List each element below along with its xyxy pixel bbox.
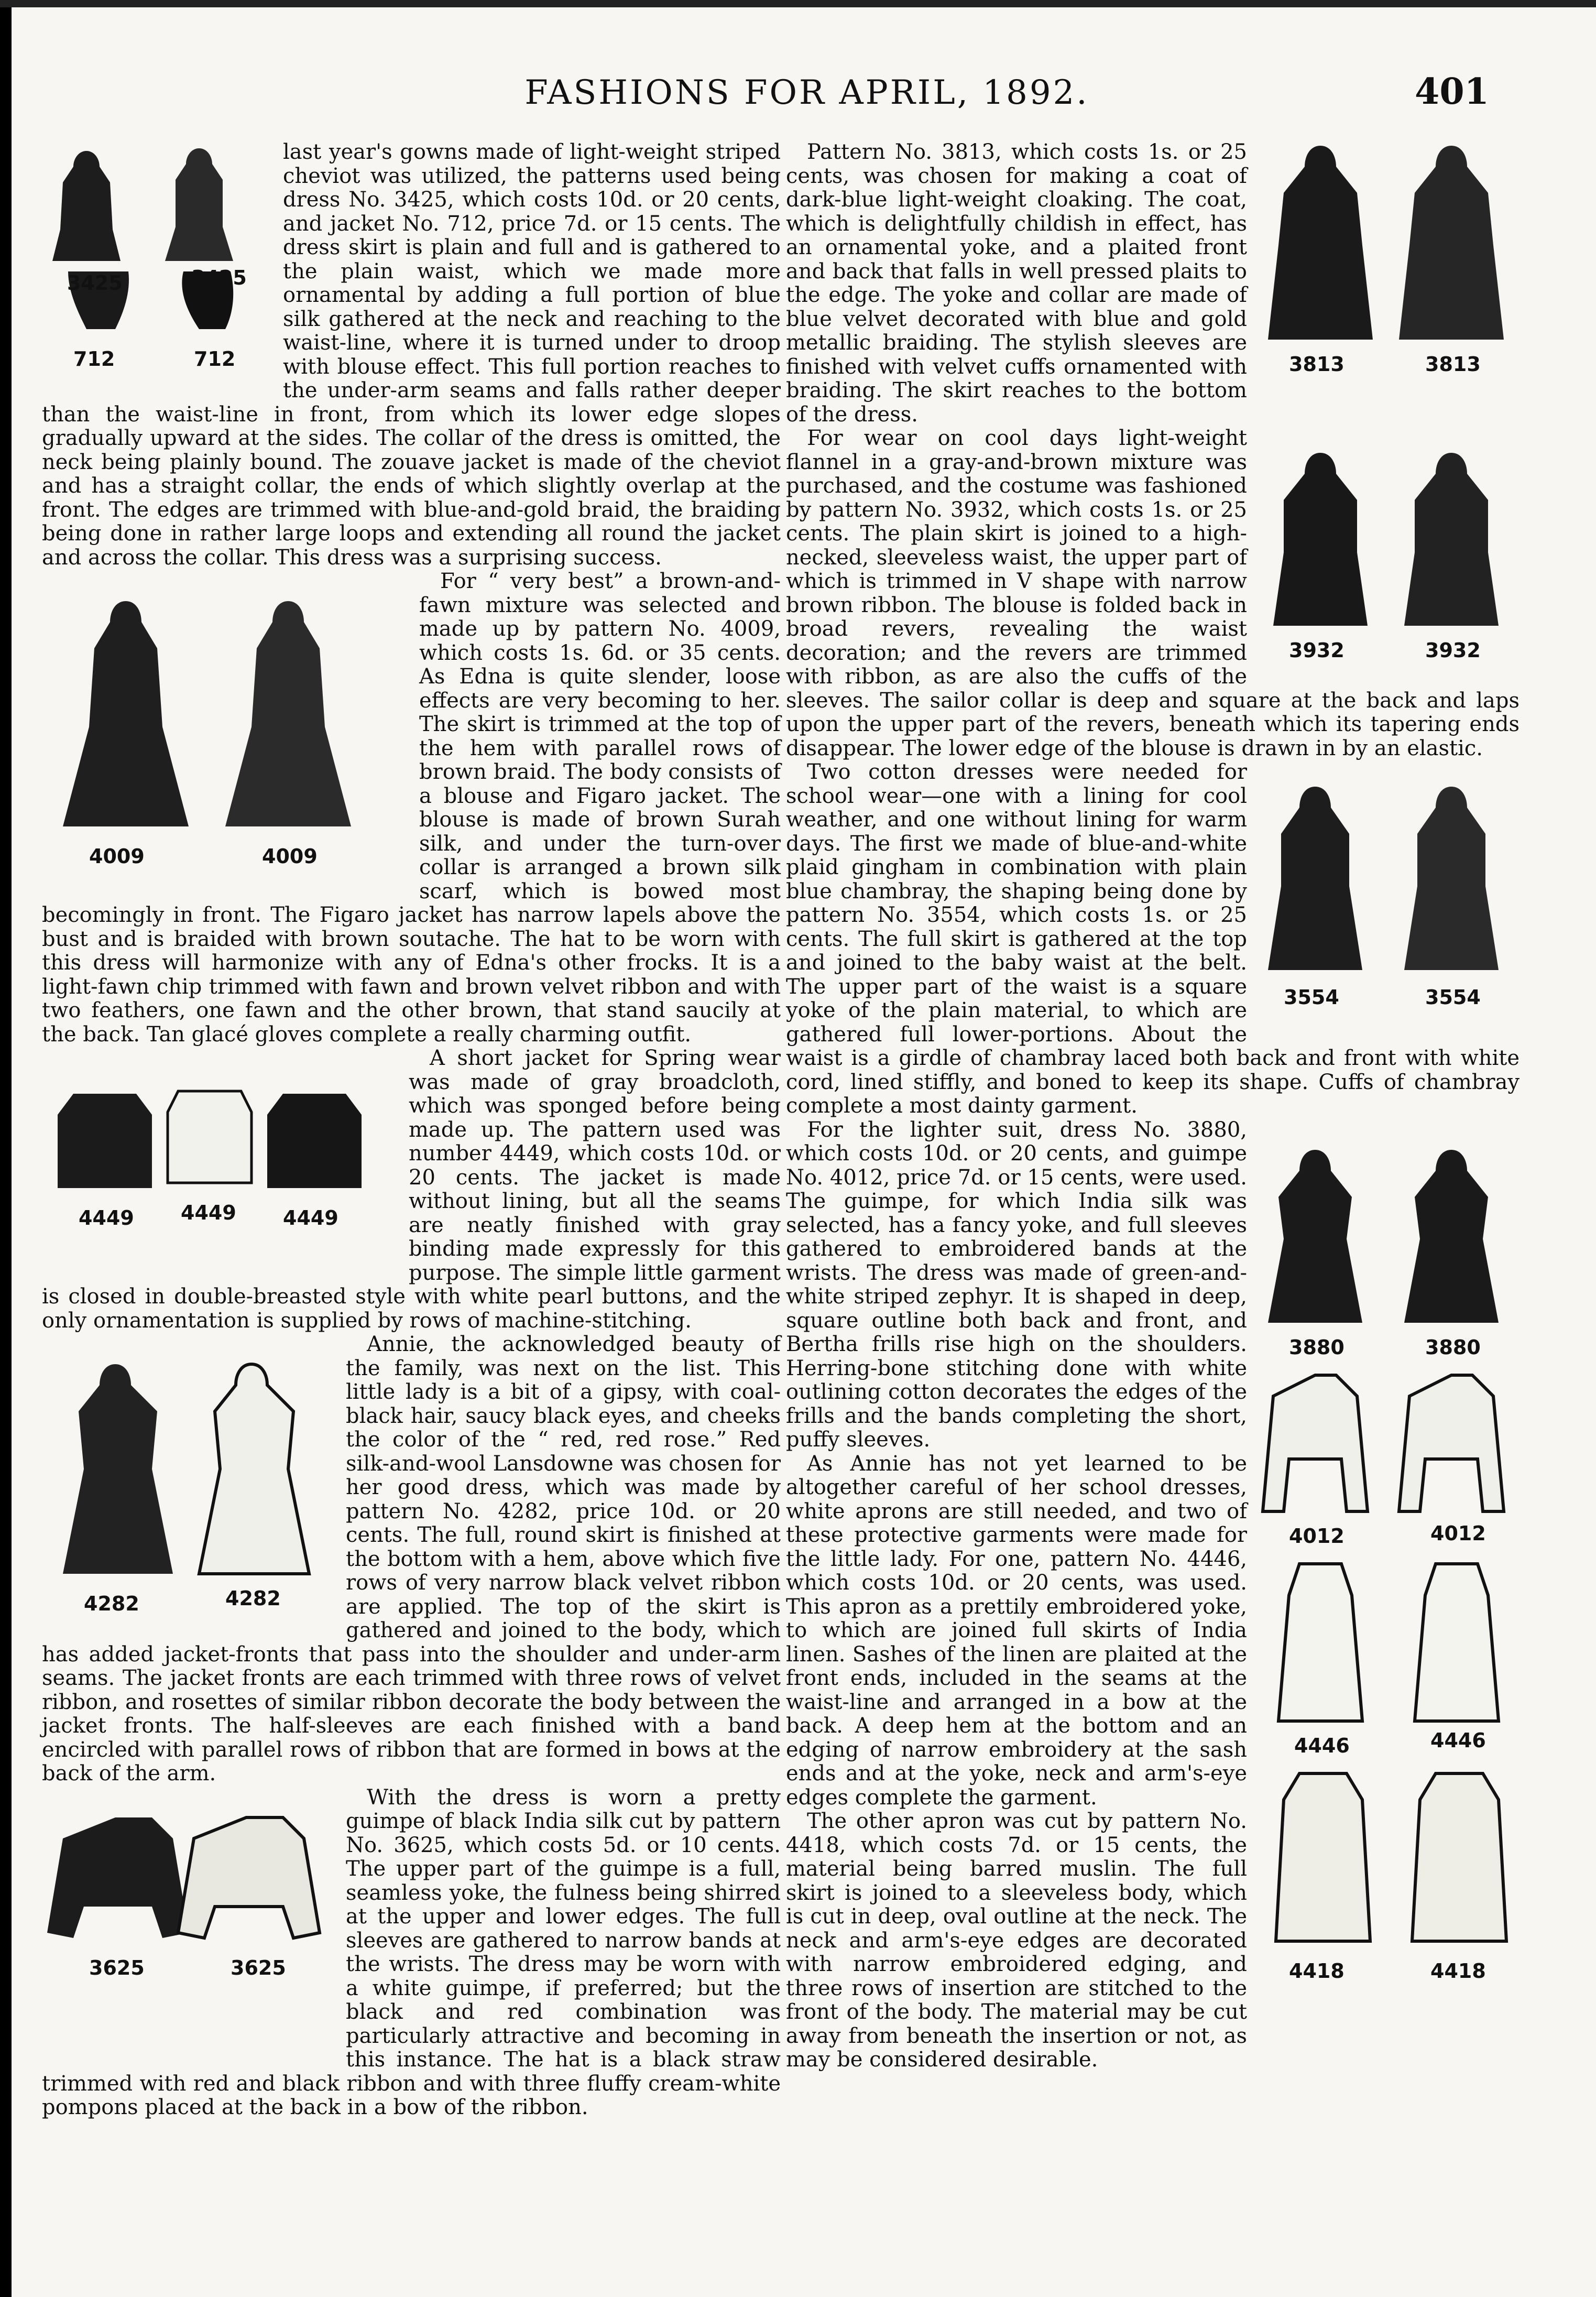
dress-illustration-3880-4012-4446-4418 xyxy=(1258,1145,1520,2025)
right-column xyxy=(786,140,1520,2237)
figure-label-3625-a: 3625 xyxy=(89,1956,145,1979)
figure-label-712-a: 712 xyxy=(73,347,115,371)
figure-label-4282-b: 4282 xyxy=(225,1587,281,1610)
figure-label-4282-a: 4282 xyxy=(84,1592,139,1615)
figure-4009 xyxy=(42,591,409,884)
figure-label-4446-b: 4446 xyxy=(1430,1728,1486,1752)
dress-illustration-4282 xyxy=(42,1354,335,1637)
figure-label-712-b: 712 xyxy=(194,347,236,371)
guimpe-illustration-3625 xyxy=(42,1802,335,2053)
figure-3554 xyxy=(1258,781,1520,1022)
dress-illustration-3554 xyxy=(1258,781,1520,1022)
figure-label-4449-b: 4449 xyxy=(181,1201,236,1224)
right-paragraph-2: For wear on cool days light-weight flannel in a gray-and-brown mixture was purchased, and the costume was fashioned by pattern No. 3932, which costs 1s. or 25 cents. The plain skirt is joined to a high-necked, sleeveless waist, the upper part of which is trimmed in V shape with narrow brown ribbon. The blouse is folded back in broad revers, revealing the waist decoration; and the revers are trimmed with ribbon, as are also the cuffs of the sleeves. The sailor collar is deep and square at the back and laps upon the upper part of the revers, beneath which its tapering ends disappear. The lower edge of the blouse is drawn in by an elastic. xyxy=(786,426,1520,760)
page-header-title: FASHIONS FOR APRIL, 1892. xyxy=(524,73,1089,112)
right-paragraph-6: The other apron was cut by pattern No. 4418, which costs 7d. or 15 cents, the material being barred muslin. The full skirt is joined to a sleeveless body, which is cut in deep, oval outline at the neck. The neck and arm's-eye edges are decorated with narrow embroidered edging, and three rows of insertion are stitched to the front of the body. The material may be cut away from beneath the insertion or not, as may be considered desirable. xyxy=(786,1809,1247,2072)
right-paragraph-1: Pattern No. 3813, which costs 1s. or 25 cents, was chosen for making a coat of dark-blue light-weight cloaking. The coat, which is delightfully childish in effect, has an ornamental yoke, and a plaited front and back that falls in well pressed plaits to the edge. The yoke and collar are made of blue velvet decorated with blue and gold metallic braiding. The stylish sleeves are finished with velvet cuffs ornamented with braiding. The skirt reaches to the bottom of the dress. xyxy=(786,140,1247,427)
page-number: 401 xyxy=(1415,71,1489,113)
dress-illustration-3425-712 xyxy=(42,140,272,387)
figure-label-4446-a: 4446 xyxy=(1294,1734,1350,1757)
figure-label-3554-a: 3554 xyxy=(1284,986,1339,1009)
left-paragraph-3: A short jacket for Spring wear was made of gray broadcloth, which was sponged before being made up. The pattern used was number 4449, which costs 10d. or 20 cents. The jacket is made without lining, but all the seams are neatly finished with gray binding made expressly for this purpose. The simple little garment is closed in double-breasted style with white pearl buttons, and the only ornamentation is supplied by rows of machine-stitching. xyxy=(42,1046,781,1333)
coat-illustration-3813 xyxy=(1258,140,1520,387)
dress-illustration-3932 xyxy=(1258,448,1520,668)
figure-3813 xyxy=(1258,140,1520,387)
scan-edge-top xyxy=(0,0,1596,7)
figure-label-3932-a: 3932 xyxy=(1289,639,1344,662)
figure-label-3625-b: 3625 xyxy=(231,1956,286,1979)
figure-3932 xyxy=(1258,448,1520,668)
left-paragraph-1: last year's gowns made of light-weight striped cheviot was utilized, the patterns used being dress No. 3425, which costs 10d. or 20 cents, and jacket No. 712, price 7d. or 15 cents. The dress skirt is plain and full and is gathered to the plain waist, which we made more ornamental by adding a full portion of blue silk gathered at the neck and reaching to the waist-line, where it is turned under to droop with blouse effect. This full portion reaches to the under-arm seams and falls rather deeper than the waist-line in front, from which its lower edge slopes gradually upward at the sides. The collar of the dress is omitted, the neck being plainly bound. The zouave jacket is made of the cheviot and has a straight collar, the ends of which slightly overlap at the front. The edges are trimmed with blue-and-gold braid, the braiding being done in rather large loops and extending all round the jacket and across the collar. This dress was a surprising success. xyxy=(42,140,781,570)
figure-4449 xyxy=(42,1083,398,1272)
figure-label-3880-b: 3880 xyxy=(1425,1335,1481,1359)
right-paragraph-4: For the lighter suit, dress No. 3880, which costs 10d. or 20 cents, and guimpe No. 4012, price 7d. or 15 cents, were used. The guimpe, for which India silk was selected, has a fancy yoke, and full sleeves gathered to embroidered bands at the wrists. The dress was made of green-and-white striped zephyr. It is shaped in deep, square outline both back and front, and Bertha frills rise high on the shoulders. Herring-bone stitching done with white outlining cotton decorates the edges of the frills and the bands completing the short, puffy sleeves. xyxy=(786,1117,1247,1452)
figure-label-4009-b: 4009 xyxy=(262,845,318,868)
left-paragraph-2: For “ very best” a brown-and-fawn mixture was selected and made up by pattern No. 4009, which costs 1s. 6d. or 35 cents. As Edna is quite slender, loose effects are very becoming to her. The skirt is trimmed at the top of the hem with parallel rows of brown braid. The body consists of a blouse and Figaro jacket. The blouse is made of brown Surah silk, and under the turn-over collar is arranged a brown silk scarf, which is bowed most becomingly in front. The Figaro jacket has narrow lapels above the bust and is braided with brown soutache. The hat to be worn with this dress will harmonize with any of Edna's other frocks. It is a light-fawn chip trimmed with fawn and brown velvet ribbon and with two feathers, one fawn and the other brown, that stand saucily at the back. Tan glacé gloves complete a really charming outfit. xyxy=(42,569,781,1047)
figure-label-4418-a: 4418 xyxy=(1289,1959,1344,1983)
figure-label-3813-b: 3813 xyxy=(1425,353,1481,376)
left-paragraph-4: Annie, the acknowledged beauty of the family, was next on the list. This little lady is a bit of a gipsy, with coal-black hair, saucy black eyes, and cheeks the color of the “ red, red rose.” Red silk-and-wool Lansdowne was chosen for her good dress, which was made by pattern No. 4282, price 10d. or 20 cents. The full, round skirt is finished at the bottom with a hem, above which five rows of very narrow black velvet ribbon are applied. The top of the skirt is gathered and joined to the body, which has added jacket-fronts that pass into the shoulder and under-arm seams. The jacket fronts are each trimmed with three rows of velvet ribbon, and rosettes of similar ribbon decorate the body between the jacket fronts. The half-sleeves are each finished with a band encircled with parallel rows of ribbon that are formed in bows at the back of the arm. xyxy=(42,1332,781,1786)
jacket-illustration-4449 xyxy=(42,1083,398,1272)
figure-label-4449-c: 4449 xyxy=(283,1206,338,1229)
figure-label-3554-b: 3554 xyxy=(1425,986,1481,1009)
figure-3425-712 xyxy=(42,140,272,387)
figure-label-3425-b: 3425 xyxy=(191,266,247,289)
figure-label-3880-a: 3880 xyxy=(1289,1335,1344,1359)
figure-4282 xyxy=(42,1354,335,1637)
figure-label-4012-a: 4012 xyxy=(1289,1524,1344,1548)
figure-label-3813-a: 3813 xyxy=(1289,353,1344,376)
figure-label-4418-b: 4418 xyxy=(1430,1959,1486,1983)
scan-edge-left xyxy=(0,0,12,2297)
left-column xyxy=(42,140,781,2237)
figure-3625 xyxy=(42,1802,335,2053)
figure-label-4449-a: 4449 xyxy=(79,1206,134,1229)
figure-label-3932-b: 3932 xyxy=(1425,639,1481,662)
figure-label-3425-a: 3425 xyxy=(67,271,123,295)
figure-label-4009-a: 4009 xyxy=(89,845,145,868)
right-paragraph-3: Two cotton dresses were needed for school wear—one with a lining for cool weather, and one without lining for warm days. The first we made of blue-and-white plaid gingham in combination with plain blue chambray, the shaping being done by pattern No. 3554, which costs 1s. or 25 cents. The full skirt is gathered at the top and joined to the baby waist at the belt. The upper part of the waist is a square yoke of the plain material, to which are gathered full lower-portions. About the waist is a girdle of chambray laced both back and front with white cord, lined stiffly, and boned to keep its shape. Cuffs of chambray complete a most dainty garment. xyxy=(786,760,1520,1118)
figure-label-4012-b: 4012 xyxy=(1430,1521,1486,1545)
dress-illustration-4009 xyxy=(42,591,409,884)
figure-3880-4012-4446-4418 xyxy=(1258,1145,1520,2025)
left-paragraph-5: With the dress is worn a pretty guimpe of black India silk cut by pattern No. 3625, which costs 5d. or 10 cents. The upper part of the guimpe is a full, seamless yoke, the fulness being shirred at the upper and lower edges. The full sleeves are gathered to narrow bands at the wrists. The dress may be worn with a white guimpe, if preferred; but the black and red combination was particularly attractive and becoming in this instance. The hat is a black straw trimmed with red and black ribbon and with three fluffy cream-white pompons placed at the back in a bow of the ribbon. xyxy=(42,1785,781,2119)
right-paragraph-5: As Annie has not yet learned to be altogether careful of her school dresses, white aprons are still needed, and two of these protective garments were made for the little lady. For one, pattern No. 4446, which costs 10d. or 20 cents, was used. This apron as a prettily embroidered yoke, to which are joined full skirts of India linen. Sashes of the linen are plaited at the front ends, included in the seams at the waist-line and arranged in a bow at the back. A deep hem at the bottom and an edging of narrow embroidery at the sash ends and at the yoke, neck and arm's-eye edges complete the garment. xyxy=(786,1451,1247,1810)
